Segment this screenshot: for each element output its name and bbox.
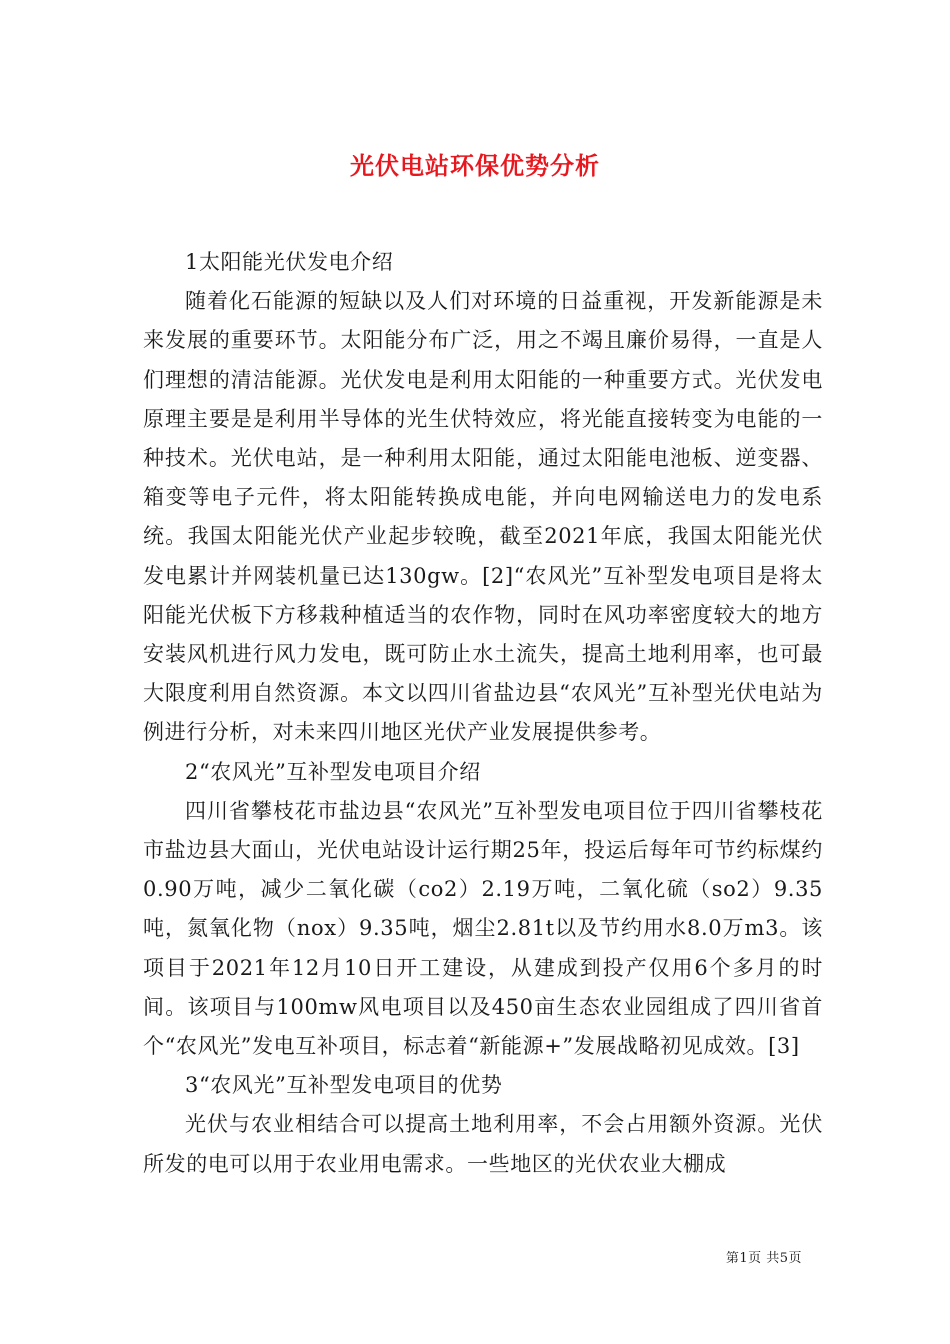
document-title: 光伏电站环保优势分析 bbox=[350, 151, 600, 181]
section-heading-2: 2“农风光”互补型发电项目介绍 bbox=[185, 759, 481, 784]
page-number: 第1页 共5页 bbox=[725, 1251, 802, 1266]
section-paragraph-2: 四川省攀枝花市盐边县“农风光”互补型发电项目位于四川省攀枝花市盐边县大面山，光伏电站设计运行期25年，投运后每年可节约标煤约0.90万吨，减少二氧化碳（co2）2.19万吨，二氧化硫（so2）9.35吨，氮氧化物（nox）9.35吨，烟尘2.81t以及节约用水8.0万m3。该项目于2021年12月10日开工建设，从建成到投产仅用6个多月的时间。该项目与100mw风电项目以及450亩生态农业园组成了四川省首个“农风光”发电互补项目，标志着“新能源+”发展战略初见成效。[3] bbox=[143, 798, 823, 1059]
section-paragraph-1: 随着化石能源的短缺以及人们对环境的日益重视，开发新能源是未来发展的重要环节。太阳能分布广泛，用之不竭且廉价易得，一直是人们理想的清洁能源。光伏发电是利用太阳能的一种重要方式。光伏发电原理主要是是利用半导体的光生伏特效应，将光能直接转变为电能的一种技术。光伏电站，是一种利用太阳能，通过太阳能电池板、逆变器、箱变等电子元件，将太阳能转换成电能，并向电网输送电力的发电系统。我国太阳能光伏产业起步较晚，截至2021年底，我国太阳能光伏发电累计并网装机量已达130gw。[2]“农风光”互补型发电项目是将太阳能光伏板下方移栽种植适当的农作物，同时在风功率密度较大的地方安装风机进行风力发电，既可防止水土流失，提高土地利用率，也可最大限度利用自然资源。本文以四川省盐边县“农风光”互补型光伏电站为例进行分析，对未来四川地区光伏产业发展提供参考。 bbox=[143, 289, 823, 745]
document-body bbox=[143, 243, 823, 1184]
section-paragraph-3: 光伏与农业相结合可以提高土地利用率，不会占用额外资源。光伏所发的电可以用于农业用电需求。一些地区的光伏农业大棚成 bbox=[143, 1112, 823, 1176]
section-heading-1: 1太阳能光伏发电介绍 bbox=[185, 250, 394, 274]
section-heading-3: 3“农风光”互补型发电项目的优势 bbox=[185, 1073, 503, 1098]
